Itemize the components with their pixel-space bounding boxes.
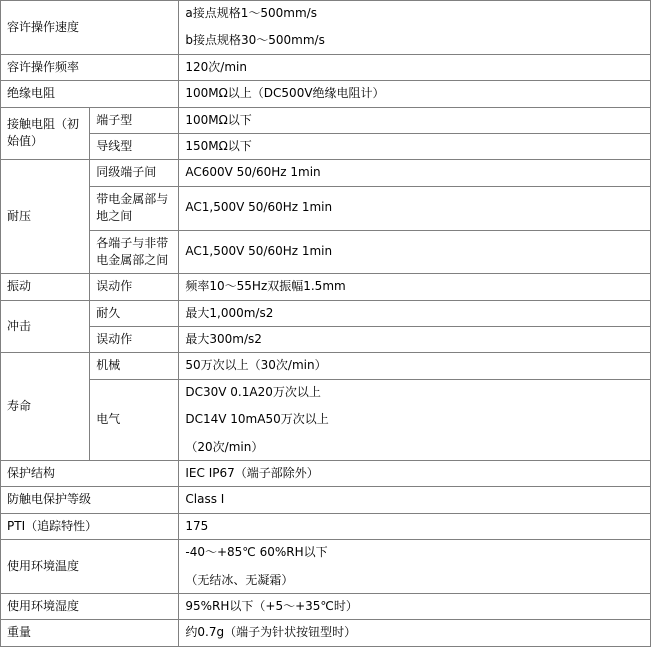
row-sublabel-cell: 误动作 <box>90 327 179 353</box>
row-value-cell <box>179 54 651 80</box>
value-line: 100MΩ以上（DC500V绝缘电阻计） <box>185 86 385 101</box>
row-label-cell: 容许操作速度 <box>1 1 179 55</box>
row-sublabel-cell: 带电金属部与地之间 <box>90 186 179 230</box>
value-line: （20次/min） <box>185 439 264 454</box>
value-line: 频率10～55Hz双振幅1.5mm <box>185 279 346 294</box>
row-label-cell: 使用环境温度 <box>1 540 179 594</box>
row-sublabel-cell: 端子型 <box>90 107 179 133</box>
value-line: AC1,500V 50/60Hz 1min <box>185 244 333 259</box>
row-label-cell: 寿命 <box>1 353 90 461</box>
value-line: a接点规格1～500mm/s <box>185 6 317 20</box>
table-row <box>1 230 651 274</box>
value-line: （无结冰、无凝霜） <box>185 572 294 587</box>
table-row <box>1 300 651 326</box>
value-line: 最大300m/s2 <box>185 332 262 347</box>
table-row <box>1 379 651 460</box>
table-row <box>1 186 651 230</box>
row-sublabel-cell: 同级端子间 <box>90 160 179 186</box>
row-value-cell <box>179 487 651 513</box>
row-value-cell <box>179 540 651 594</box>
row-value-cell <box>179 1 651 55</box>
value-line: 175 <box>185 518 209 533</box>
row-label-cell: 振动 <box>1 274 90 300</box>
table-row <box>1 133 651 159</box>
row-value-cell <box>179 353 651 379</box>
row-value-cell <box>179 300 651 326</box>
row-value-cell <box>179 379 651 460</box>
row-value-cell <box>179 107 651 133</box>
row-value-cell <box>179 186 651 230</box>
table-row <box>1 160 651 186</box>
value-line: 150MΩ以下 <box>185 138 252 153</box>
table-row <box>1 593 651 619</box>
table-row <box>1 540 651 594</box>
table-row <box>1 461 651 487</box>
row-value-cell <box>179 160 651 186</box>
row-value-cell <box>179 81 651 107</box>
row-value-cell <box>179 461 651 487</box>
value-line: 100MΩ以下 <box>185 112 252 127</box>
value-line: b接点规格30～500mm/s <box>185 33 325 48</box>
row-value-cell <box>179 274 651 300</box>
table-row <box>1 1 651 55</box>
row-value-cell <box>179 593 651 619</box>
table-row <box>1 81 651 107</box>
row-label-cell: 冲击 <box>1 300 90 353</box>
table-body <box>1 1 651 647</box>
row-value-cell <box>179 133 651 159</box>
value-line: 约0.7g（端子为针状按钮型时） <box>185 625 357 640</box>
value-line: DC30V 0.1A20万次以上 <box>185 384 321 399</box>
value-line: 95%RH以下（+5～+35℃时） <box>185 598 358 613</box>
table-row <box>1 620 651 646</box>
row-sublabel-cell: 导线型 <box>90 133 179 159</box>
value-line: DC14V 10mA50万次以上 <box>185 412 329 427</box>
row-value-cell <box>179 513 651 539</box>
row-label-cell: PTI（追踪特性） <box>1 513 179 539</box>
table-row <box>1 274 651 300</box>
row-label-cell: 绝缘电阻 <box>1 81 179 107</box>
value-line: 50万次以上（30次/min） <box>185 358 327 373</box>
table-row <box>1 353 651 379</box>
row-sublabel-cell: 耐久 <box>90 300 179 326</box>
value-line: 120次/min <box>185 59 247 74</box>
table-row <box>1 513 651 539</box>
value-line: AC1,500V 50/60Hz 1min <box>185 200 333 215</box>
row-label-cell: 使用环境湿度 <box>1 593 179 619</box>
value-line: -40～+85℃ 60%RH以下 <box>185 545 328 560</box>
row-label-cell: 容许操作频率 <box>1 54 179 80</box>
row-value-cell <box>179 327 651 353</box>
value-line: IEC IP67（端子部除外） <box>185 466 319 481</box>
value-line: AC600V 50/60Hz 1min <box>185 165 321 180</box>
table-row <box>1 327 651 353</box>
row-value-cell <box>179 620 651 646</box>
row-label-cell: 重量 <box>1 620 179 646</box>
row-label-cell: 防触电保护等级 <box>1 487 179 513</box>
row-sublabel-cell: 误动作 <box>90 274 179 300</box>
table-row <box>1 487 651 513</box>
row-value-cell <box>179 230 651 274</box>
row-label-cell: 保护结构 <box>1 461 179 487</box>
row-label-cell: 接触电阻（初始值） <box>1 107 90 160</box>
row-sublabel-cell: 电气 <box>90 379 179 460</box>
row-label-cell: 耐压 <box>1 160 90 274</box>
table-row <box>1 107 651 133</box>
row-sublabel-cell: 各端子与非带电金属部之间 <box>90 230 179 274</box>
value-line: 最大1,000m/s2 <box>185 305 274 320</box>
row-sublabel-cell: 机械 <box>90 353 179 379</box>
value-line: Class I <box>185 492 225 507</box>
table-row <box>1 54 651 80</box>
